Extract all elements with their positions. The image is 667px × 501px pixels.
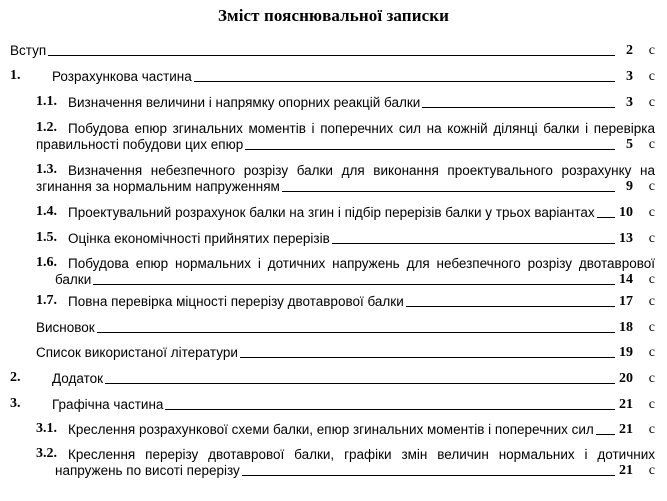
toc-leader bbox=[597, 217, 615, 218]
toc-page-number: 14 bbox=[619, 272, 633, 287]
toc-entry-number: 3.2. bbox=[36, 446, 57, 461]
toc-leader bbox=[97, 332, 615, 333]
toc-page-unit: с bbox=[648, 345, 655, 360]
toc-leader bbox=[422, 107, 615, 108]
toc-page-unit: с bbox=[648, 95, 655, 110]
toc-page-unit: с bbox=[648, 69, 655, 84]
toc-leader bbox=[282, 191, 615, 192]
toc-entry-1-3 bbox=[36, 178, 655, 195]
toc-entry-1-4 bbox=[68, 204, 655, 221]
toc-page-unit: с bbox=[648, 463, 655, 478]
toc-page-number: 21 bbox=[619, 397, 633, 412]
toc-page-number: 21 bbox=[619, 463, 633, 478]
toc-entry-conclusion bbox=[36, 319, 655, 336]
toc-page-number: 19 bbox=[619, 345, 633, 360]
toc-page-number: 13 bbox=[619, 231, 633, 246]
toc-entry-text: Графічна частина bbox=[52, 397, 164, 412]
toc-leader bbox=[240, 357, 615, 358]
toc-leader bbox=[242, 475, 615, 476]
toc-leader bbox=[406, 306, 615, 307]
page-title: Зміст пояснювальної записки bbox=[217, 6, 450, 25]
toc-page-unit: с bbox=[648, 294, 655, 309]
toc-entry-number: 1.6. bbox=[36, 255, 57, 270]
toc-entry-line1: Побудова епюр згинальних моментів і поперечних сил на кожній ділянці балки і перевірка bbox=[68, 121, 655, 136]
toc-entry-number: 1. bbox=[10, 68, 21, 83]
toc-entry-text: Проектувальний розрахунок балки на згин і підбір перерізів балки у трьох варіантах bbox=[68, 205, 595, 220]
toc-entry-1-1 bbox=[68, 94, 655, 111]
toc-page-number: 3 bbox=[626, 69, 633, 84]
toc-page-unit: с bbox=[648, 371, 655, 386]
toc-leader bbox=[332, 243, 615, 244]
toc-page-unit: с bbox=[648, 205, 655, 220]
toc-leader bbox=[245, 149, 615, 150]
toc-entry-number: 1.1. bbox=[36, 94, 57, 109]
toc-entry-text: Додаток bbox=[52, 371, 104, 386]
toc-entry-references bbox=[36, 344, 655, 361]
toc-entry-number: 1.5. bbox=[36, 230, 57, 245]
toc-entry-text: Повна перевірка міцності перерізу двотаврової балки bbox=[68, 294, 404, 309]
toc-entry-number: 1.7. bbox=[36, 293, 57, 308]
toc-entry-number: 1.2. bbox=[36, 120, 57, 135]
toc-entry-text: Вступ bbox=[10, 43, 47, 58]
toc-entry-text: балки bbox=[55, 272, 92, 287]
toc-entry-1-2 bbox=[36, 136, 655, 153]
toc-entry-number: 3. bbox=[10, 396, 21, 411]
toc-leader bbox=[194, 81, 615, 82]
toc-entry-text: Креслення розрахункової схеми балки, епюр згинальних моментів і поперечних сил bbox=[68, 422, 594, 437]
toc-entry-text: Розрахункова частина bbox=[52, 69, 192, 84]
toc-entry-text: Висновок bbox=[36, 320, 95, 335]
toc-page-number: 3 bbox=[626, 95, 633, 110]
toc-entry-1-7 bbox=[68, 293, 655, 310]
toc-entry-3 bbox=[52, 396, 655, 413]
toc-entry-text: Список використаної літератури bbox=[36, 345, 238, 360]
toc-page-unit: с bbox=[648, 179, 655, 194]
toc-leader bbox=[93, 284, 615, 285]
toc-entry-3-1 bbox=[68, 421, 655, 438]
toc-entry-number: 2. bbox=[10, 370, 21, 385]
toc-entry-text: правильності побудови цих епюр bbox=[36, 137, 244, 152]
toc-leader bbox=[596, 434, 615, 435]
toc-entry-line1: Креслення перерізу двотаврової балки, графіки змін величин нормальних і дотичних bbox=[68, 447, 655, 462]
toc-page-unit: с bbox=[648, 422, 655, 437]
toc-leader bbox=[48, 55, 615, 56]
toc-page-unit: с bbox=[648, 231, 655, 246]
toc-entry-number: 3.1. bbox=[36, 421, 57, 436]
toc-page-number: 2 bbox=[626, 43, 633, 58]
toc-entry-2 bbox=[52, 370, 655, 387]
toc-entry-3-2 bbox=[55, 462, 655, 479]
toc-entry-line1: Визначення небезпечного розрізу балки для виконання проектувального розрахунку на bbox=[68, 163, 655, 178]
toc-leader bbox=[105, 383, 615, 384]
toc-entry-number: 1.4. bbox=[36, 204, 57, 219]
toc-leader bbox=[165, 409, 615, 410]
toc-entry-1-6 bbox=[55, 271, 655, 288]
toc-entry-text: напружень по висоті перерізу bbox=[55, 463, 240, 478]
toc-entry-1 bbox=[52, 68, 655, 85]
toc-page-unit: с bbox=[648, 320, 655, 335]
toc-page-unit: с bbox=[648, 43, 655, 58]
toc-entry-1-5 bbox=[68, 230, 655, 247]
toc-page-number: 10 bbox=[619, 205, 633, 220]
toc-entry-text: Оцінка економічності прийнятих перерізів bbox=[68, 231, 330, 246]
toc-entry-text: Визначення величини і напрямку опорних реакцій балки bbox=[68, 95, 421, 110]
toc-page-unit: с bbox=[648, 397, 655, 412]
toc-entry-line1: Побудова епюр нормальних і дотичних напружень для небезпечного розрізу двотаврової bbox=[68, 256, 655, 271]
toc-page-number: 18 bbox=[619, 320, 633, 335]
toc-page-unit: с bbox=[648, 272, 655, 287]
toc-entry-number: 1.3. bbox=[36, 162, 57, 177]
toc-entry-text: згинання за нормальним напруженням bbox=[36, 179, 280, 194]
toc-page-number: 17 bbox=[619, 294, 633, 309]
toc-page-number: 9 bbox=[626, 179, 633, 194]
toc-entry-intro bbox=[10, 42, 655, 59]
toc-page-number: 5 bbox=[626, 137, 633, 152]
toc-page-unit: с bbox=[648, 137, 655, 152]
toc-page-number: 20 bbox=[619, 371, 633, 386]
toc-page-number: 21 bbox=[619, 422, 633, 437]
